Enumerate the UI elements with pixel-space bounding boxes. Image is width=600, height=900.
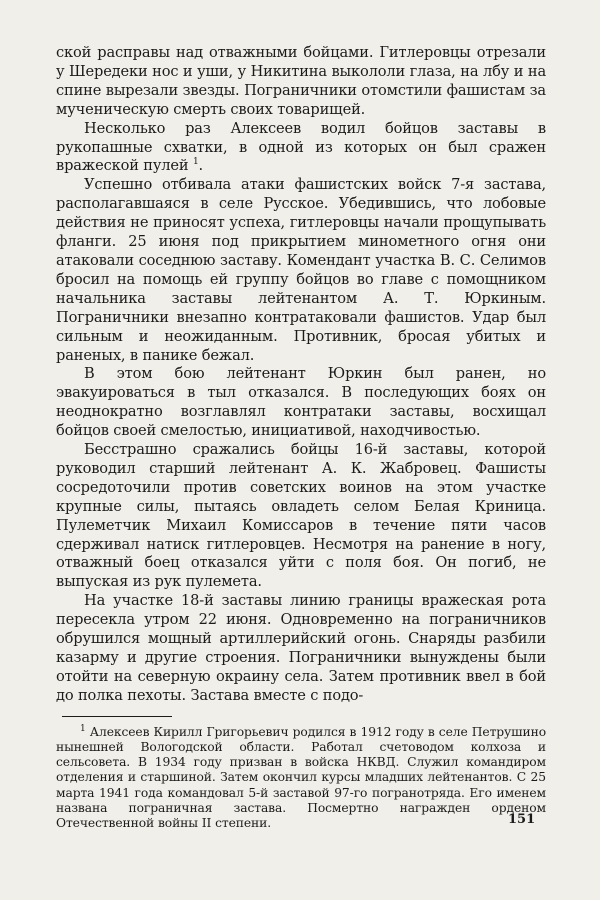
paragraph-3: Успешно отбивала атаки фашистских войск 7-я застава, располагавшаяся в селе Русское. Убедившись, что лобовые действия не приносят успеха, гитлеровцы начали прощупывать фланги. 25 июня под прикрытием минометного огня они атаковали соседнюю заставу. Комендант участка В. С. Селимов бросил на помощь ей группу бойцов во главе с помощником начальника заставы лейтенантом А. Т. Юркиным. Пограничники внезапно контратаковали фашистов. Удар был сильным и неожиданным. Противник, бросая убитых и раненых, в панике бежал. [56,176,546,364]
book-page [56,44,546,831]
main-text [56,44,546,706]
page-number: 151 [508,812,536,827]
footnote [56,725,546,831]
paragraph-1: ской расправы над отважными бойцами. Гитлеровцы отрезали у Шередеки нос и уши, у Никитина выкололи глаза, на лбу и на спине вырезали звезды. Пограничники отомстили фашистам за мученическую смерть своих товарищей. [56,44,546,118]
footnote-text: Алексеев Кирилл Григорьевич родился в 1912 году в селе Петрушино нынешней Вологодской области. Работал счетоводом колхоза и сельсовета. В 1934 году призван в войска НКВД. Служил командиром отделения и старшиной. Затем окончил курсы младших лейтенантов. С 25 марта 1941 года командовал 5-й заставой 97-го погранотряда. Его именем названа пограничная застава. Посмертно награжден орденом Отечественной войны II степени. [56,724,547,830]
paragraph-6: На участке 18-й заставы линию границы вражеская рота пересекла утром 22 июня. Одновременно на пограничников обрушился мощный артиллерийский огонь. Снаряды разбили казарму и другие строения. Пограничники вынуждены были отойти на северную окраину села. Затем противник ввел в бой до полка пехоты. Застава вместе с подо- [56,592,546,704]
paragraph-2-end: . [198,157,204,175]
paragraph-2-text: Несколько раз Алексеев водил бойцов заставы в рукопашные схватки, в одной из которых он был сражен вражеской пулей [56,119,546,175]
paragraph-4: В этом бою лейтенант Юркин был ранен, но эвакуироваться в тыл отказался. В последующих боях он неоднократно возглавлял контратаки заставы, восхищал бойцов своей смелостью, инициативой, находчивостью. [56,365,546,440]
paragraph-2 [56,120,546,177]
footnote-reference: 1 [192,157,199,168]
footnote-marker: 1 [80,723,86,734]
footnote-paragraph [56,725,546,831]
paragraph-5: Бесстрашно сражались бойцы 16-й заставы, которой руководил старший лейтенант А. К. Жабровец. Фашисты сосредоточили против советских воинов на этом участке крупные силы, пытаясь овладеть селом Белая Криница. Пулеметчик Михаил Комиссаров в течение пяти часов сдерживал натиск гитлеровцев. Несмотря на ранение в ногу, отважный боец отказался уйти с поля боя. Он погиб, не выпуская из рук пулемета. [56,441,546,591]
footnote-divider [62,716,172,717]
